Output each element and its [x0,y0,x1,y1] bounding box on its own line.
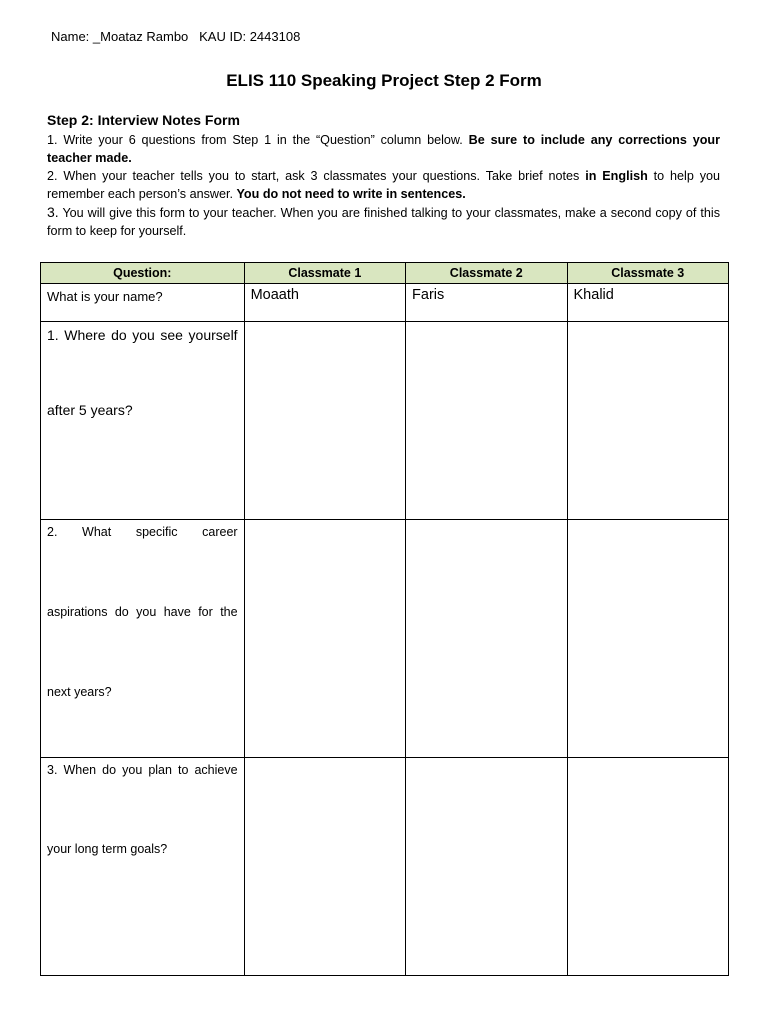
question-cell: 1. Where do you see yourself after 5 years? [41,322,245,520]
table-row [41,520,729,758]
table-header-row [41,263,729,284]
answer-cell[interactable] [567,322,728,520]
column-header-classmate-2: Classmate 2 [406,263,567,284]
question-cell: 2. What specific career aspirations do you have for the next years? [41,520,245,758]
answer-cell[interactable] [244,758,405,976]
answer-cell[interactable] [567,520,728,758]
answer-cell[interactable]: Khalid [567,284,728,322]
student-info [51,29,300,44]
interview-notes-table [40,262,729,976]
answer-cell[interactable] [406,758,567,976]
answer-cell[interactable] [244,520,405,758]
instruction-1: 1. Write your 6 questions from Step 1 in the “Question” column below. Be sure to include any corrections your teacher made. [47,133,720,165]
answer-cell[interactable]: Moaath [244,284,405,322]
answer-cell[interactable] [406,322,567,520]
column-header-classmate-1: Classmate 1 [244,263,405,284]
answer-cell[interactable] [406,520,567,758]
column-header-question: Question: [41,263,245,284]
column-header-classmate-3: Classmate 3 [567,263,728,284]
answer-cell[interactable] [567,758,728,976]
student-name: Name: _Moataz Rambo [51,29,189,44]
page-title: ELIS 110 Speaking Project Step 2 Form [226,71,542,90]
answer-cell[interactable] [244,322,405,520]
instructions [47,131,720,240]
student-id: KAU ID: 2443108 [199,29,301,44]
step-heading: Step 2: Interview Notes Form [47,112,240,128]
instruction-2: 2. When your teacher tells you to start, ask 3 classmates your questions. Take brief notes in English to help you remember each person’s answer. You do not need to write in sentences. [47,169,721,201]
instruction-3: 3. You will give this form to your teacher. When you are finished talking to your classmates, make a second copy of this form to keep for yourself. [47,204,720,238]
table-row [41,758,729,976]
answer-cell[interactable]: Faris [406,284,567,322]
question-cell: What is your name? [41,284,245,322]
table-row [41,322,729,520]
question-cell: 3. When do you plan to achieve your long term goals? [41,758,245,976]
